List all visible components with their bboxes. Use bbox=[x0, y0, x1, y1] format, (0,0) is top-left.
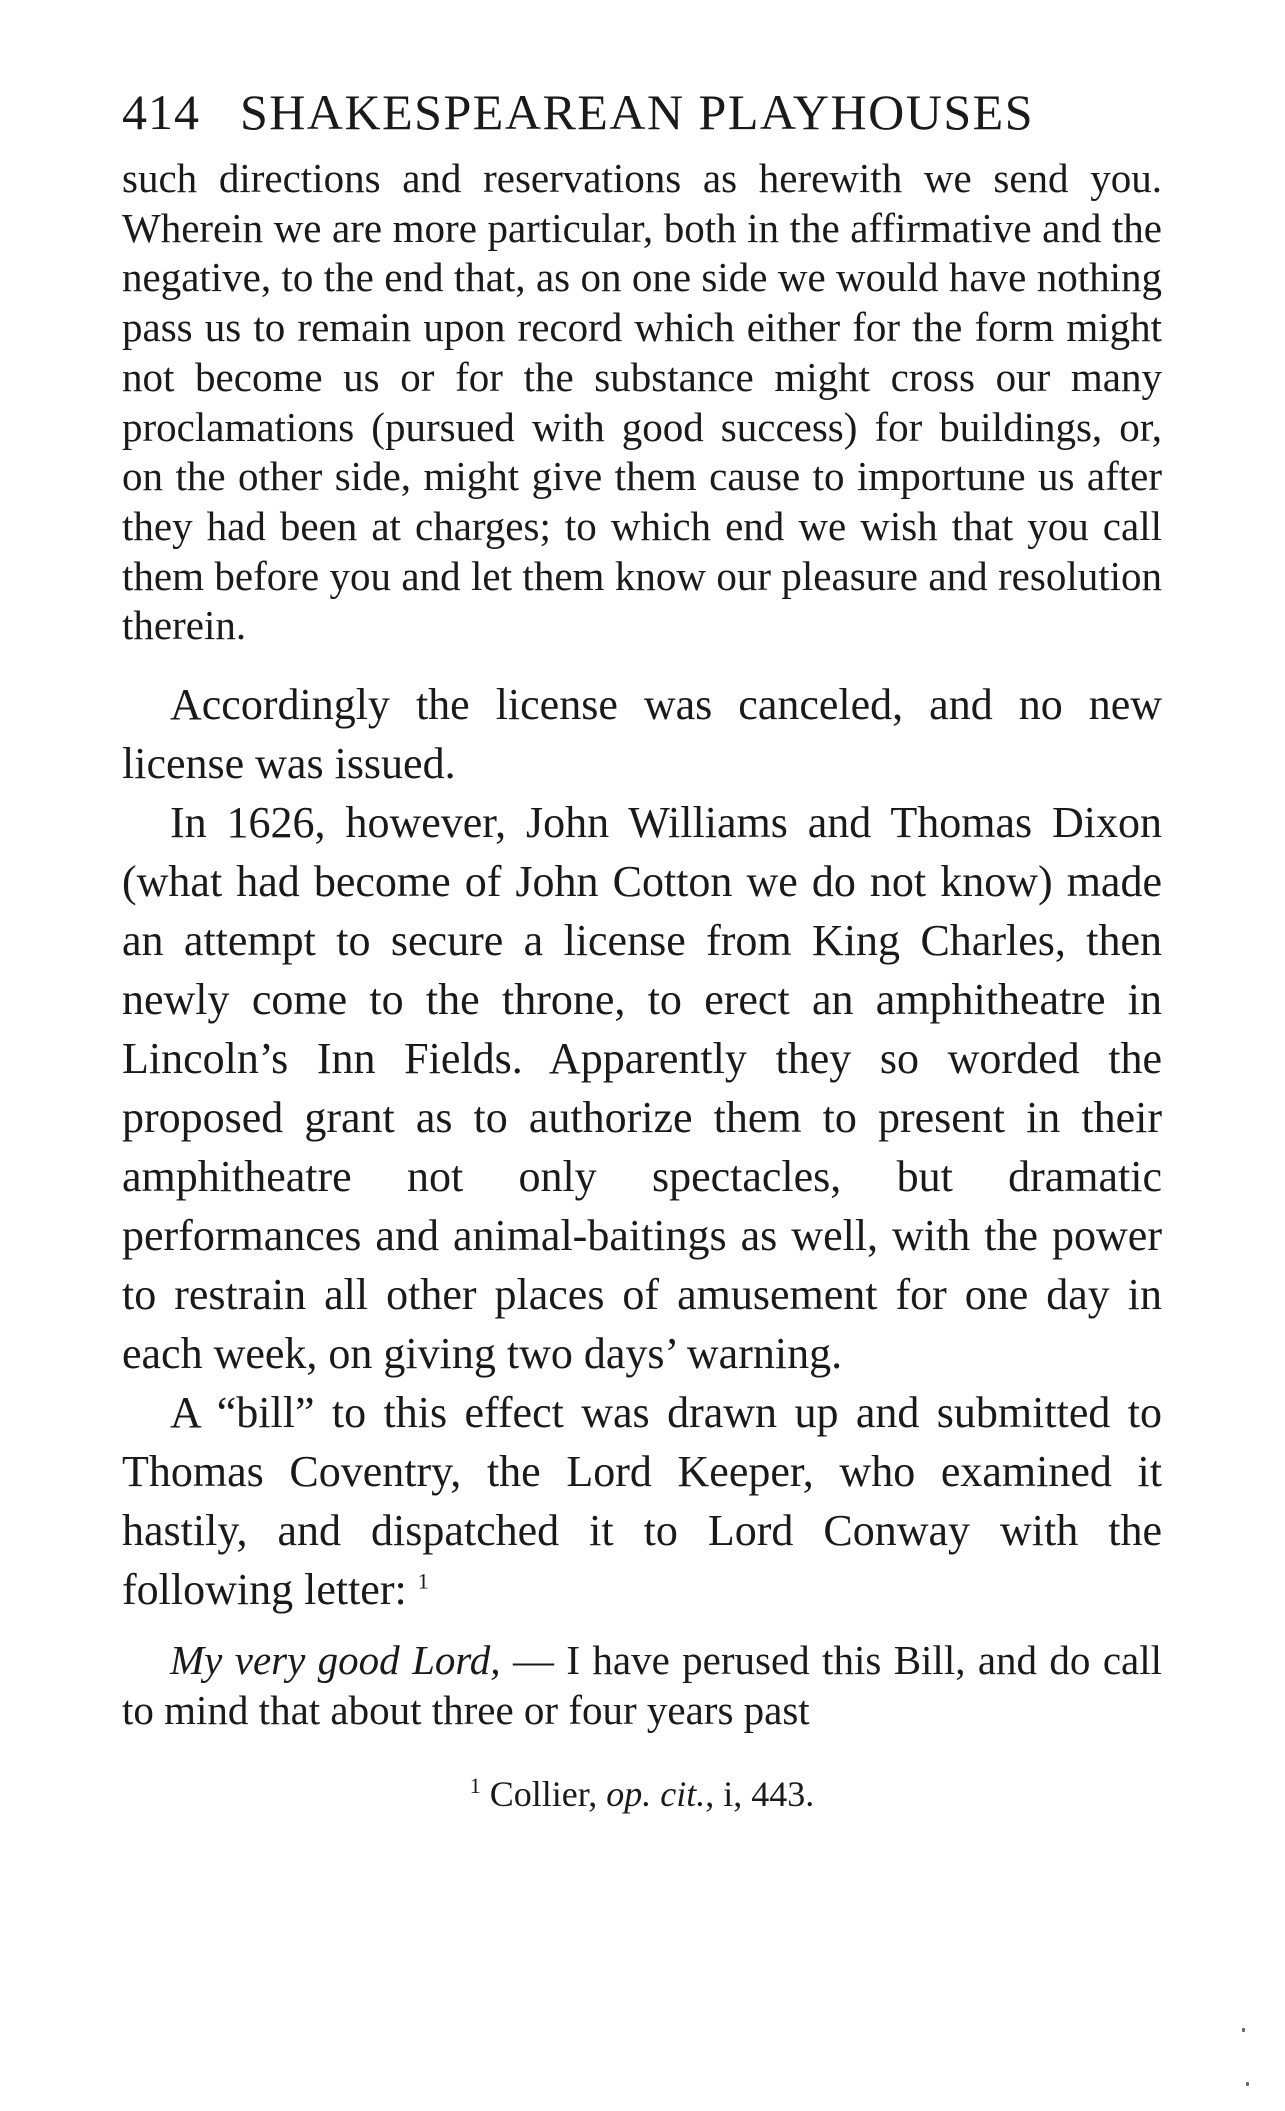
paragraph-bill-text: A “bill” to this effect was drawn up and submitted to Thomas Coventry, the Lord Keeper, who examined it hastily, and dispatched it to Lord Conway with the following letter: bbox=[122, 1388, 1162, 1615]
running-title: SHAKESPEAREAN PLAYHOUSES bbox=[240, 84, 1035, 140]
footnote-marker: 1 bbox=[469, 1773, 481, 1799]
spacer bbox=[122, 651, 1162, 675]
letter-opening bbox=[122, 1635, 1162, 1735]
paragraph-license-canceled: Accordingly the license was canceled, and no new license was issued. bbox=[122, 680, 1162, 789]
footnote-author: Collier, bbox=[489, 1774, 598, 1815]
footnote bbox=[122, 1769, 1162, 1819]
quoted-letter-excerpt: such directions and reservations as herewith we send you. Wherein we are more particular, both in the affirmative and the negative, to the end that, as on one side we would have nothing pass us to remain upon record which either for the form might not become us or for the substance might cross our many proclamations (pursued with good success) for buildings, or, on the other side, might give them cause to importune us after they had been at charges; to which end we wish that you call them before you and let them know our pleasure and resolution therein. bbox=[122, 155, 1162, 649]
paper-speck bbox=[1242, 2028, 1245, 2032]
letter-salutation: My very good Lord, bbox=[170, 1637, 501, 1684]
letter-text: — I have perused this Bill, and do call to mind that about three or four years past bbox=[122, 1637, 1163, 1734]
running-head bbox=[122, 80, 1162, 144]
footnote-reference: 1 bbox=[417, 1568, 429, 1594]
paper-speck bbox=[1246, 2082, 1249, 2086]
page-number: 414 bbox=[122, 84, 200, 140]
paragraph-1626-attempt: In 1626, however, John Williams and Thomas Dixon (what had become of John Cotton we do not know) made an attempt to secure a license from King Charles, then newly come to the throne, to erect an amphitheatre in Lincoln’s Inn Fields. Apparently they so worded the proposed grant as to authorize them to present in their amphitheatre not only spectacles, but dramatic performances and animal-baitings as well, with the power to restrain all other places of amusement for one day in each week, on giving two days’ warning. bbox=[122, 798, 1162, 1379]
paragraph-bill-submitted bbox=[122, 1383, 1162, 1619]
footnote-reference-text: , i, 443. bbox=[705, 1774, 815, 1815]
footnote-work: op. cit. bbox=[606, 1774, 706, 1815]
book-page bbox=[122, 80, 1162, 1819]
